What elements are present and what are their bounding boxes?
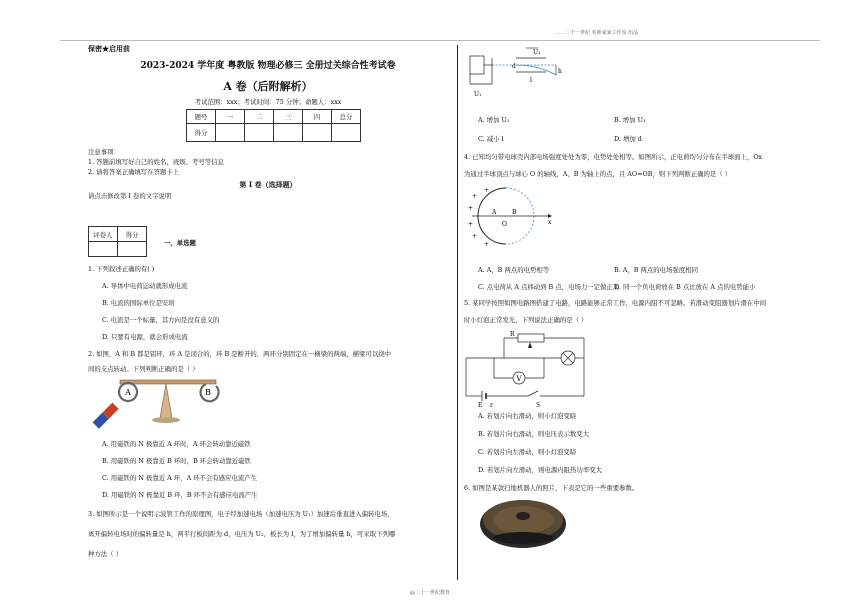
q5-figure bbox=[464, 328, 594, 408]
q5-label-e: E bbox=[478, 402, 483, 408]
q4-label-a: A bbox=[492, 209, 497, 216]
q5-option-b[interactable]: B. 若划片向右滑动，则电压表示数变大 bbox=[478, 430, 590, 438]
exam-title: 2023-2024 学年度 粤教版 物理必修三 全册过关综合性考试卷 bbox=[140, 61, 396, 71]
volume-title: 第 I 卷（选择题） bbox=[239, 180, 297, 189]
q2-stem-line2: 间的支点转动。下列判断正确的是（ ） bbox=[88, 365, 199, 373]
grader-label: 得分 bbox=[118, 227, 147, 242]
q3-stem-line1: 3. 如图所示是一个说明示波管工作的原理图，电子经加速电场（加速电压为 U₁）加速后垂直进入偏转电场， bbox=[88, 510, 394, 518]
q2-option-a[interactable]: A. 用磁铁的 N 极靠近 A 环时，A 环会转动靠近磁铁 bbox=[102, 440, 251, 448]
q3-label-u2: U₂ bbox=[533, 49, 541, 56]
q1-option-a[interactable]: A. 导体中电荷运动就形成电流 bbox=[102, 282, 188, 290]
exam-info: 考试范围：xxx；考试时间：75 分钟；命题人：xxx bbox=[194, 98, 342, 106]
q4-stem-line2: 为通过半球顶点与球心 O 的轴线，A、B 为轴上的点，且 AO=OB，则下列判断正确的是（ ） bbox=[464, 170, 732, 178]
q1-option-c[interactable]: C. 电流是一个标量，其方向是没有意义的 bbox=[102, 316, 220, 324]
q6-stem: 6. 如图是某款扫地机器人的照片，下表是它的一些重要参数。 bbox=[464, 484, 639, 492]
grader-cell[interactable] bbox=[89, 242, 118, 257]
svg-text:+: + bbox=[468, 221, 474, 228]
score-header: 三 bbox=[274, 110, 303, 124]
q3-option-c[interactable]: C. 减小 l bbox=[478, 135, 504, 143]
grader-label: 评卷人 bbox=[89, 227, 118, 242]
score-cell[interactable] bbox=[245, 124, 274, 142]
svg-text:+: + bbox=[472, 233, 478, 240]
score-header: 二 bbox=[245, 110, 274, 124]
q4-label-o: O bbox=[502, 221, 507, 228]
q3-option-d[interactable]: D. 增加 d bbox=[614, 135, 642, 143]
secret-label: 保密★启用前 bbox=[88, 44, 130, 53]
q3-stem-line3: 种方法（ ） bbox=[88, 550, 122, 558]
q4-label-x: x bbox=[548, 219, 552, 226]
q1-option-b[interactable]: B. 电流的国际单位是安培 bbox=[102, 299, 175, 307]
electron-gun bbox=[470, 56, 484, 74]
footer-text: @二十一世纪教育 bbox=[409, 590, 450, 596]
score-table bbox=[186, 109, 361, 142]
stand-base bbox=[152, 417, 180, 423]
q3-option-b[interactable]: B. 增加 U₁ bbox=[614, 116, 646, 124]
q5-label-r: R bbox=[510, 331, 515, 338]
q2-option-c[interactable]: C. 用磁铁的 N 极靠近 A 环，A 环不会有感应电流产生 bbox=[102, 474, 258, 482]
score-header: 题号 bbox=[187, 110, 216, 124]
q5-option-a[interactable]: A. 若划片向右滑动，则小灯泡变暗 bbox=[478, 412, 577, 420]
q5-stem-line2: 时小灯泡正常发光，下列说法正确的是（ ） bbox=[464, 316, 588, 324]
grader-cell[interactable] bbox=[118, 242, 147, 257]
q3-label-l: l bbox=[530, 77, 532, 84]
score-header: 总分 bbox=[332, 110, 361, 124]
q1-option-d[interactable]: D. 只要有电源，就会形成电流 bbox=[102, 333, 188, 341]
q5-option-c[interactable]: C. 若划片向左滑动，则小灯泡变暗 bbox=[478, 448, 577, 456]
note-item: 1. 答题前填写好自己的姓名、班级、考号等信息 bbox=[88, 158, 224, 166]
svg-text:+: + bbox=[484, 187, 490, 194]
q4-figure bbox=[462, 184, 558, 260]
magnet bbox=[93, 403, 119, 429]
q2-figure bbox=[88, 376, 228, 436]
q3-label-u1: U₁ bbox=[474, 91, 482, 98]
q4-option-a[interactable]: A. A、B 两点的电势相等 bbox=[478, 266, 550, 274]
grader-table bbox=[88, 226, 147, 257]
q3-label-d: d bbox=[512, 63, 516, 70]
q4-option-b[interactable]: B. A、B 两点的电场强度相同 bbox=[614, 266, 699, 274]
q4-option-d[interactable]: D. 同一个负电荷放在 B 点比放在 A 点的电势能小 bbox=[614, 283, 756, 291]
switch bbox=[528, 391, 538, 396]
svg-text:+: + bbox=[468, 205, 474, 212]
svg-text:+: + bbox=[484, 241, 490, 248]
q1-stem: 1. 下列叙述正确的有( ) bbox=[88, 265, 155, 273]
volume-note: 请点击修改第 I 卷的文字说明 bbox=[88, 192, 172, 200]
ring-b-label: B bbox=[205, 388, 211, 397]
q4-stem-line1: 4. 已知均匀带电球壳内部电场强度处处为零，电势处处相等。如图所示，正电荷均匀分布在半球面上，Ox bbox=[464, 153, 763, 161]
column-divider bbox=[457, 45, 458, 580]
pivot-stand bbox=[160, 384, 172, 418]
score-cell[interactable] bbox=[303, 124, 332, 142]
q4-label-b: B bbox=[512, 209, 517, 216]
q2-option-b[interactable]: B. 用磁铁的 N 极靠近 B 环时，B 环会转动靠近磁铁 bbox=[102, 457, 251, 465]
q5-label-s: S bbox=[536, 402, 541, 408]
score-cell[interactable] bbox=[274, 124, 303, 142]
svg-text:+: + bbox=[472, 193, 478, 200]
q5-stem-line1: 5. 某同学按照如图电路图搭建了电路，电路能够正常工作，电源内阻不可忽略。若滑动变阻器划片滑在中间 bbox=[464, 299, 767, 307]
notes-title: 注意事项： bbox=[88, 148, 120, 156]
q3-option-a[interactable]: A. 增加 U₁ bbox=[478, 116, 510, 124]
beam bbox=[120, 380, 216, 384]
q2-option-d[interactable]: D. 用磁铁的 N 极靠近 B 环，B 环不会有感应电流产生 bbox=[102, 491, 258, 499]
score-cell[interactable] bbox=[216, 124, 245, 142]
score-row-label: 得分 bbox=[187, 124, 216, 142]
robot-button bbox=[516, 512, 530, 520]
q5-option-d[interactable]: D. 若划片向左滑动，则电源内阻热功率变大 bbox=[478, 466, 602, 474]
top-note: ……二十一世纪 名师家家工作室 出品 bbox=[555, 30, 639, 36]
q2-stem-line1: 2. 如图，A 和 B 都是铝环，环 A 是闭合的，环 B 是断开的，两环分别固定在一横梁的两端，横梁可以绕中 bbox=[88, 350, 391, 358]
ring-a-label: A bbox=[125, 388, 131, 397]
q3-stem-line2: 离开偏转电场时的偏转量是 h，两平行板间距为 d，电压为 U₂，板长为 l，为了增加偏转量 h，可采取下列哪 bbox=[88, 530, 396, 538]
robot-vacuum-photo bbox=[478, 494, 568, 550]
score-header: 四 bbox=[303, 110, 332, 124]
q3-label-h: h bbox=[558, 68, 562, 75]
header-rule bbox=[60, 40, 820, 41]
score-header: 一 bbox=[216, 110, 245, 124]
rheostat bbox=[518, 334, 544, 342]
q5-label-v: V bbox=[516, 375, 522, 383]
section-title: 一、单选题 bbox=[164, 239, 196, 247]
q3-figure bbox=[466, 44, 566, 100]
exam-subtitle: A 卷（后附解析） bbox=[223, 80, 313, 93]
score-cell[interactable] bbox=[332, 124, 361, 142]
note-item: 2. 请将答案正确填写在答题卡上 bbox=[88, 168, 180, 176]
q4-option-c[interactable]: C. 点电荷从 A 点移动到 B 点，电场力一定做正功 bbox=[478, 283, 620, 291]
electron-path bbox=[516, 65, 556, 75]
q5-label-r-internal: r bbox=[490, 402, 493, 408]
